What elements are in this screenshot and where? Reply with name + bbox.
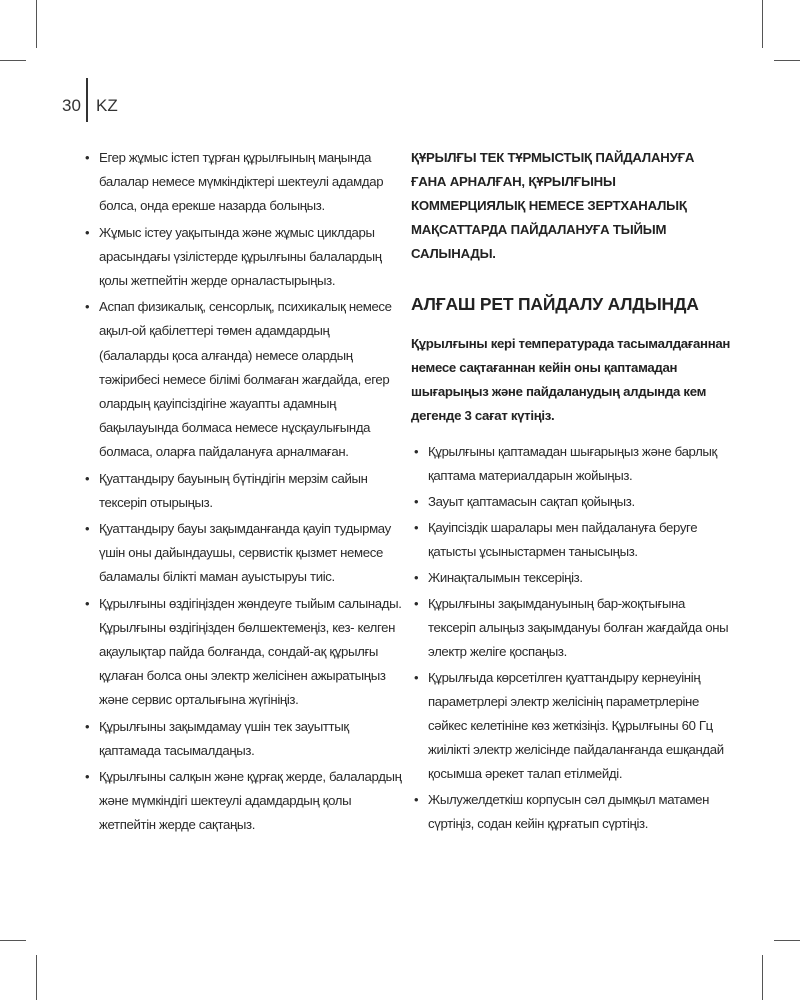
crop-mark <box>0 940 26 941</box>
list-item-text: Құрылғыны салқын және құрғақ жерде, балалардың және мүмкіндігі шектеулі адамдардың қолы жетпейтін жерде сақтаңыз. <box>99 769 402 833</box>
bullet-icon: • <box>414 670 419 685</box>
list-item-text: Құрылғыны қаптамадан шығарыңыз және барлық қаптама материалдарын жойыңыз. <box>428 444 717 483</box>
page-number: 30 <box>62 96 81 115</box>
bullet-icon: • <box>85 595 90 611</box>
list-item <box>82 221 402 294</box>
list-item <box>411 666 731 786</box>
crop-mark <box>36 0 37 48</box>
list-item-text: Құрылғыны зақымдануының бар-жоқтығына тексеріп алыңыз зақымдануы болған жағдайда оны электр желіге қоспаңыз. <box>428 596 729 659</box>
crop-mark <box>774 60 800 61</box>
language-code: KZ <box>96 96 118 115</box>
household-use-notice: ҚҰРЫЛҒЫ ТЕК ТҰРМЫСТЫҚ ПАЙДАЛАНУҒА ҒАНА АРНАЛҒАН, ҚҰРЫЛҒЫНЫ КОММЕРЦИЯЛЫҚ НЕМЕСЕ ЗЕРТХАНАЛЫҚ МАҚСАТТАРДА ПАЙДАЛАНУҒА ТЫЙЫМ САЛЫНАДЫ. <box>411 150 695 261</box>
right-column <box>411 146 731 838</box>
list-item-text: Қауіпсіздік шаралары мен пайдалануға беруге қатысты ұсыныстармен танысыңыз. <box>428 520 698 559</box>
list-item <box>82 146 402 219</box>
list-item-text: Құрылғыны зақымдамау үшін тек зауыттық қаптамада тасымалдаңыз. <box>99 718 349 758</box>
bullet-icon: • <box>414 570 419 585</box>
crop-mark <box>0 60 26 61</box>
bullet-icon: • <box>85 299 90 315</box>
header-divider <box>86 78 88 122</box>
list-item <box>411 516 731 564</box>
list-item <box>411 566 731 590</box>
list-item <box>411 490 731 514</box>
list-item <box>82 592 402 713</box>
list-item-text: Қуаттандыру бауының бүтіндігін мерзім сайын тексеріп отырыңыз. <box>99 470 368 510</box>
list-item-text: Жылужелдеткіш корпусын сәл дымқыл матамен сүртіңіз, содан кейін құрғатып сүртіңіз. <box>428 792 710 831</box>
crop-mark <box>762 955 763 1000</box>
section-intro: Құрылғыны кері температурада тасымалдағаннан немесе сақтағаннан кейін оны қаптамадан шығарыңыз және пайдаланудың алдында кем дегенде 3 сағат күтіңіз. <box>411 336 731 423</box>
list-item <box>411 440 731 488</box>
bullet-icon: • <box>414 792 419 807</box>
list-item <box>411 592 731 664</box>
list-item <box>82 765 402 838</box>
list-item-text: Қуаттандыру бауы зақымданғанда қауіп тудырмау үшін оны дайындаушы, сервистік қызмет немесе баламалы білікті маман ауыстыруы тиіс. <box>99 521 391 585</box>
list-item <box>82 295 402 464</box>
crop-mark <box>762 0 763 48</box>
list-item-text: Құрылғыда көрсетілген қуаттандыру кернеуінің параметрлері электр желісінің параметрлеріне сәйкес келетініне көз жеткізіңіз. Құрылғыны 60 Гц жиілікті электр желісінде пайдаланғанда ешқандай қосымша әрекет талап етілмейді. <box>428 670 724 781</box>
list-item-text: Құрылғыны өздігіңізден жөндеуге тыйым салынады. Құрылғыны өздігіңізден бөлшектемеңіз, кез- келген ақаулықтар пайда болғанда, сондай-ақ құрылғы құлаған болса оны электр желісінен ажыратыңыз және сервис орталығына жүгініңіз. <box>99 595 402 708</box>
crop-mark <box>36 955 37 1000</box>
left-column <box>82 146 402 840</box>
bullet-icon: • <box>85 224 90 240</box>
bullet-icon: • <box>85 150 90 165</box>
bullet-icon: • <box>414 520 419 535</box>
list-item-text: Зауыт қаптамасын сақтап қойыңыз. <box>428 494 635 509</box>
section-title: АЛҒАШ РЕТ ПАЙДАЛУ АЛДЫНДА <box>411 294 699 314</box>
list-item-text: Жұмыс істеу уақытында және жұмыс циклдары арасындағы үзілістерде құрылғыны балалардың қолы жетпейтін жерде орналастырыңыз. <box>99 224 382 289</box>
list-item <box>82 715 402 763</box>
list-item <box>82 517 402 590</box>
safety-list <box>82 146 402 838</box>
list-item-text: Егер жұмыс істеп тұрған құрылғының маңында балалар немесе мүмкіндіктері шектеулі адамдар болса, онда ерекше назарда болыңыз. <box>99 150 384 214</box>
bullet-icon: • <box>414 444 419 459</box>
bullet-icon: • <box>85 718 90 734</box>
bullet-icon: • <box>85 769 90 785</box>
first-use-list <box>411 440 731 836</box>
bullet-icon: • <box>85 521 90 537</box>
list-item-text: Аспап физикалық, сенсорлық, психикалық немесе ақыл-ой қабілеттері төмен адамдардың (балаларды қоса алғанда) немесе олардың тәжірибесі немесе білімі болмаған жағдайда, егер олардың қауіпсіздігіне жауапты адамның бақылауында болмаса немесе нұсқаулығында болмаса, оларға пайдалануға арналмаған. <box>99 299 392 460</box>
bullet-icon: • <box>414 596 419 611</box>
bullet-icon: • <box>414 494 419 509</box>
list-item <box>411 788 731 836</box>
crop-mark <box>774 940 800 941</box>
list-item-text: Жинақталымын тексеріңіз. <box>428 570 583 585</box>
bullet-icon: • <box>85 470 90 486</box>
list-item <box>82 467 402 515</box>
